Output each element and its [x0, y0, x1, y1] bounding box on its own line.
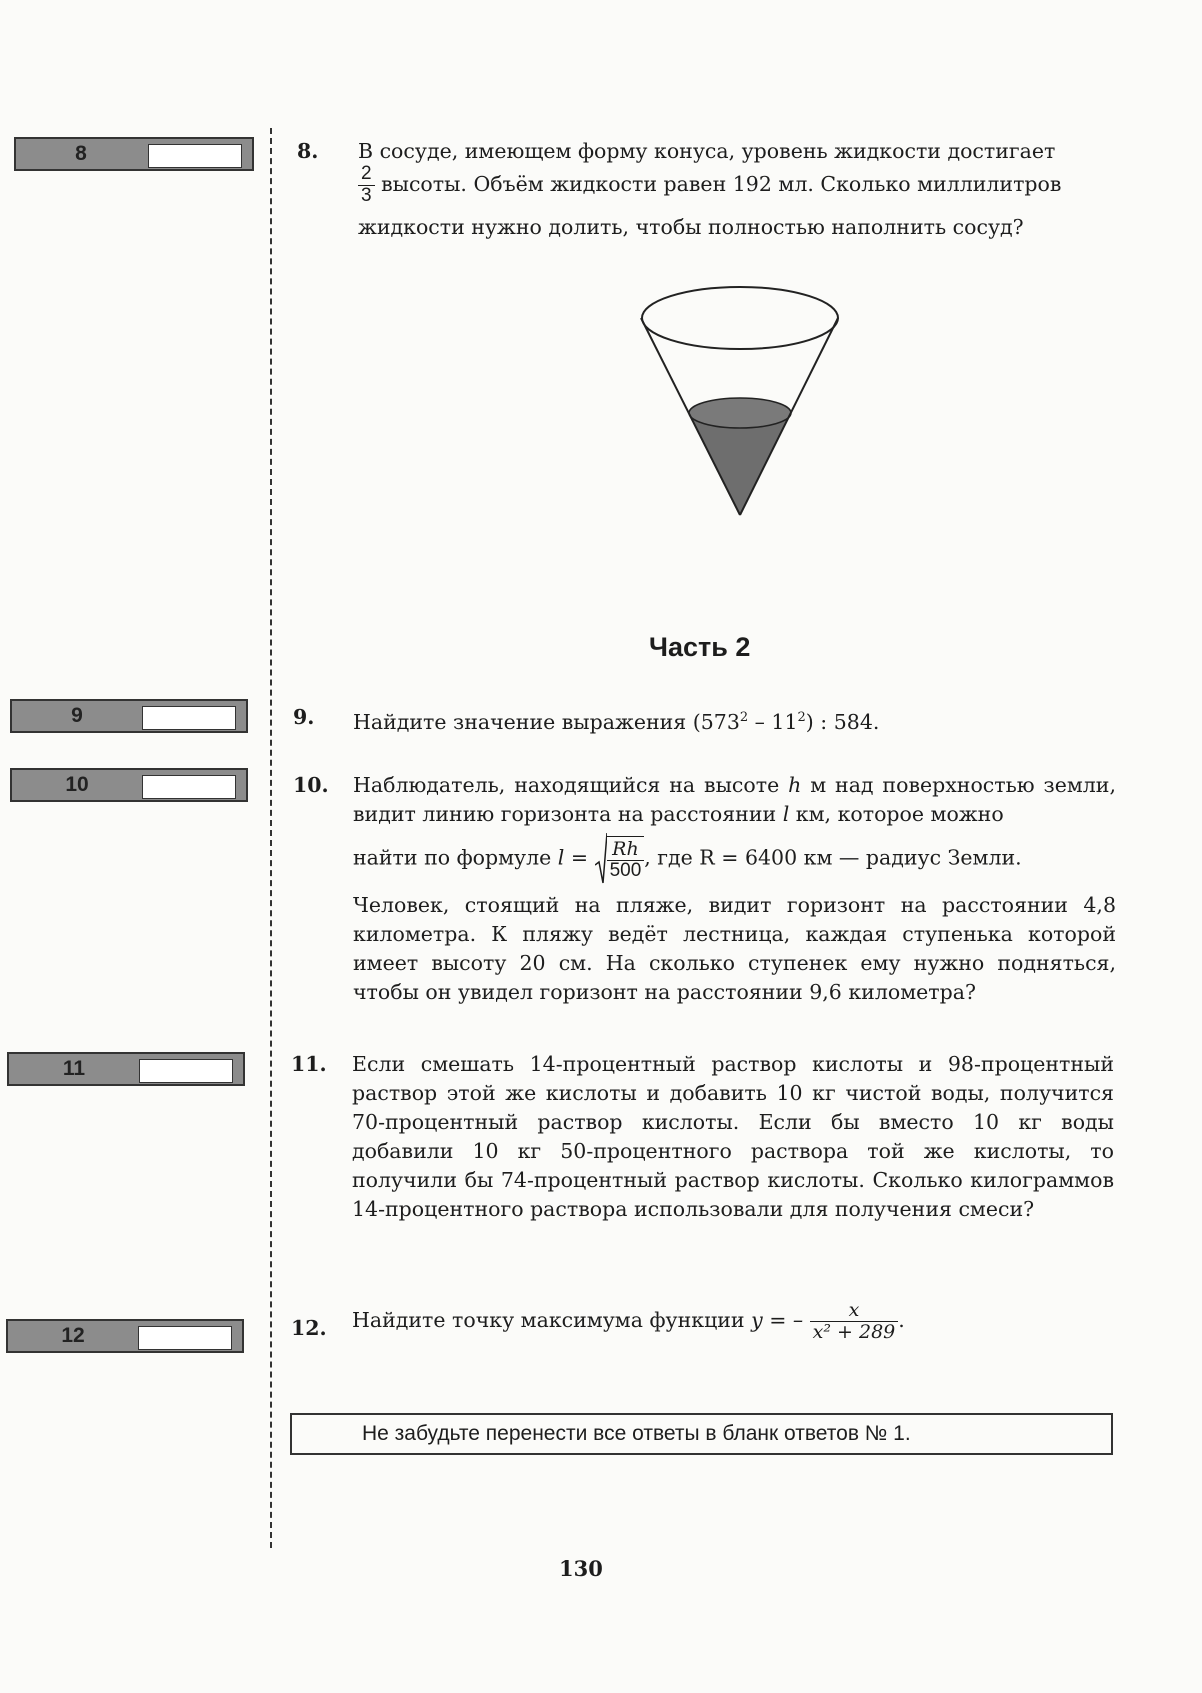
- function-lhs: y = –: [751, 1307, 804, 1332]
- task-9-text-part: – 11: [748, 709, 798, 734]
- answer-box-9: [10, 699, 248, 733]
- page-number: 130: [559, 1556, 603, 1581]
- formula-denominator: 500: [609, 860, 642, 881]
- task-10-text-part: м над поверхностью земли, видит линию горизонта на расстоянии: [353, 773, 1116, 826]
- formula-lhs: l =: [557, 845, 589, 870]
- task-10-intro: [353, 771, 1116, 829]
- task-12-number: 12.: [291, 1316, 327, 1340]
- task-9-text: [353, 703, 1113, 737]
- task-8-text: [358, 137, 1122, 242]
- variable-h: h: [788, 773, 802, 797]
- answer-field[interactable]: [138, 1326, 232, 1350]
- task-12-text-part: .: [898, 1307, 905, 1332]
- task-8-line-1: В сосуде, имеющем форму конуса, уровень жидкости достигает: [358, 139, 1056, 163]
- fraction-two-thirds: [358, 164, 375, 207]
- fraction-denominator: 3: [361, 184, 372, 206]
- task-10-text-part: , где R = 6400 км — радиус Земли.: [644, 845, 1022, 870]
- function-fraction: [810, 1300, 899, 1343]
- task-12-text-part: Найдите точку максимума функции: [352, 1307, 752, 1332]
- radical-sign: [595, 833, 607, 885]
- cone-rim: [642, 287, 838, 349]
- answer-box-number: 9: [71, 704, 83, 727]
- formula-fraction: [607, 836, 645, 882]
- answer-field[interactable]: [148, 144, 242, 168]
- task-9-text-part: ) : 584.: [805, 709, 880, 734]
- task-8-line-2-text: высоты. Объём жидкости равен 192 мл. Сколько миллилитров: [374, 171, 1062, 196]
- answer-field[interactable]: [142, 706, 236, 730]
- task-11-number: 11.: [291, 1052, 327, 1076]
- answer-box-8: [14, 137, 254, 171]
- variable-l: l: [782, 802, 790, 826]
- function-numerator: x: [810, 1300, 899, 1322]
- fraction-numerator: 2: [358, 164, 375, 186]
- cone-illustration: [630, 285, 850, 525]
- cut-line: [270, 128, 272, 1548]
- exponent: 2: [797, 710, 806, 725]
- answer-box-number: 10: [65, 773, 89, 796]
- task-10-text-part: найти по формуле: [353, 845, 558, 870]
- answer-box-11: [7, 1052, 245, 1086]
- task-9-text-part: Найдите значение выражения (573: [353, 709, 740, 734]
- answer-box-number: 12: [61, 1324, 85, 1347]
- task-8-number: 8.: [297, 139, 319, 163]
- task-10-text-part: Наблюдатель, находящийся на высоте: [353, 773, 789, 797]
- square-root: [595, 833, 645, 885]
- answer-box-number: 11: [62, 1057, 86, 1080]
- answer-field[interactable]: [142, 775, 236, 799]
- formula-numerator: Rh: [607, 839, 645, 861]
- task-10-number: 10.: [293, 773, 329, 797]
- task-10-paragraph-2: Человек, стоящий на пляже, видит горизонт на расстоянии 4,8 километра. К пляжу ведёт лестница, каждая ступенька которой имеет высоту 20 см. На сколько ступенек ему нужно подняться, чтобы он увидел горизонт на расстоянии 9,6 километра?: [353, 893, 1116, 1004]
- answer-box-10: [10, 768, 248, 802]
- task-10-text-part: км, которое можно: [789, 802, 1004, 826]
- task-10-formula-line: [353, 833, 1116, 885]
- task-8-line-3: жидкости нужно долить, чтобы полностью наполнить сосуд?: [358, 214, 1024, 239]
- part-2-heading: Часть 2: [649, 632, 751, 662]
- task-10-text: [353, 771, 1116, 1007]
- function-denominator: x² + 289: [812, 1320, 896, 1343]
- exponent: 2: [739, 710, 749, 725]
- task-12-text: [352, 1300, 1112, 1343]
- answer-box-12: [6, 1319, 244, 1353]
- answer-box-number: 8: [75, 142, 87, 165]
- task-11-text: Если смешать 14-процентный раствор кислоты и 98-процентный раствор этой же кислоты и добавить 10 кг чистой воды, получится 70-процентный раствор кислоты. Если бы вместо 10 кг воды добавили 10 кг 50-процентного раствора той же кислоты, то получили бы 74-процентный раствор кислоты. Сколько килограммов 14-процентного раствора использовали для получения смеси?: [352, 1052, 1114, 1221]
- task-9-number: 9.: [293, 705, 315, 729]
- task-8-line-2: [358, 164, 1122, 207]
- answer-field[interactable]: [139, 1059, 233, 1083]
- liquid-surface: [689, 398, 791, 428]
- transfer-answers-notice: Не забудьте перенести все ответы в бланк ответов № 1.: [290, 1413, 1113, 1455]
